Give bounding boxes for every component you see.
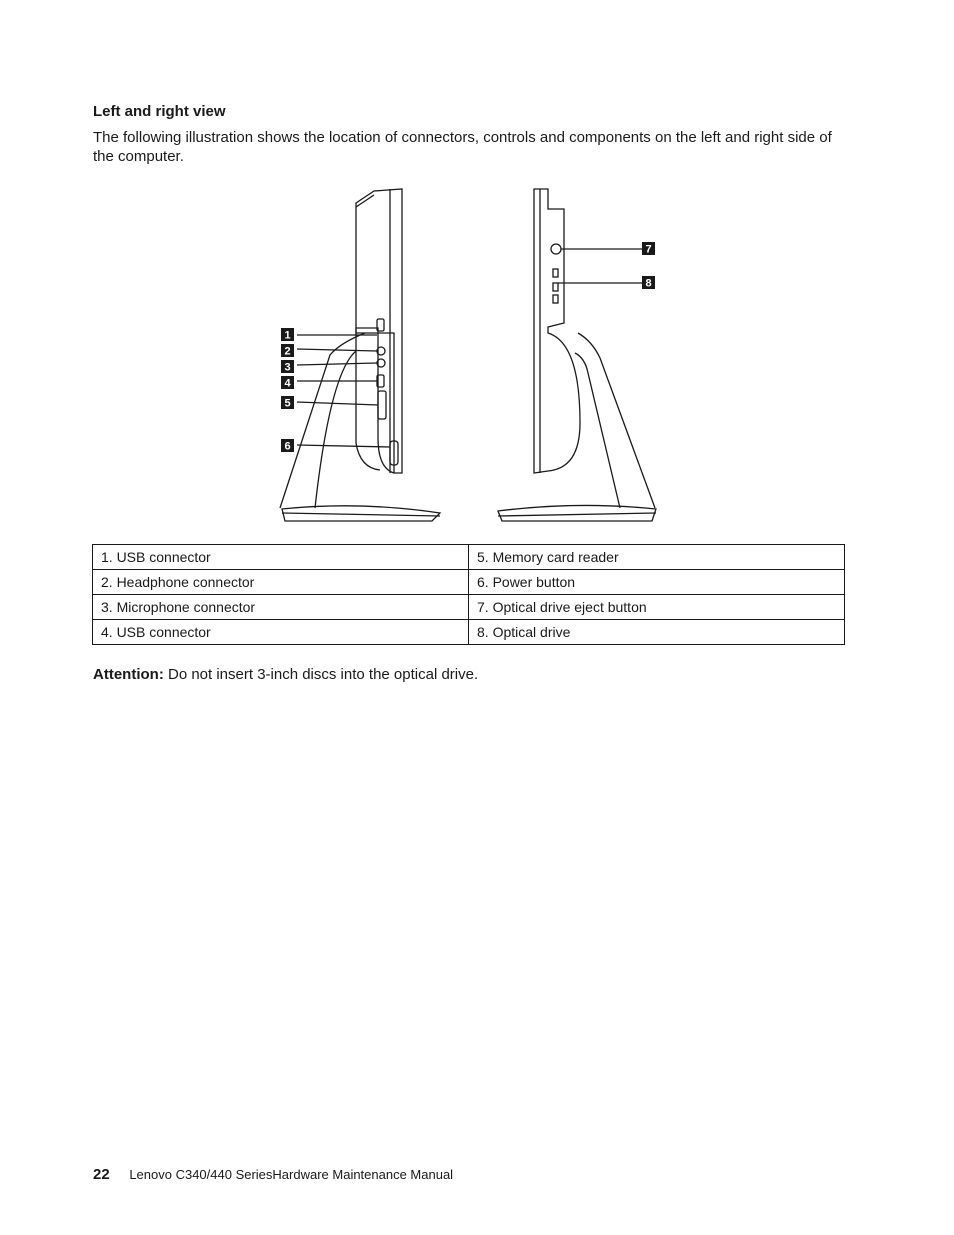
page-number: 22: [93, 1166, 110, 1183]
table-cell: 1. USB connector: [93, 545, 469, 570]
table-row: [93, 570, 845, 595]
callout-1-number: 1: [284, 329, 291, 342]
attention-text: Do not insert 3-inch discs into the optical drive.: [167, 666, 479, 683]
callout-8: [642, 276, 655, 290]
table-cell: 6. Power button: [469, 570, 845, 595]
table-cell: 3. Microphone connector: [93, 595, 469, 620]
callout-1: [281, 328, 294, 342]
table-cell: 4. USB connector: [93, 620, 469, 645]
memory-card-slot: [378, 391, 386, 419]
parts-table: [92, 544, 845, 645]
callout-4: [281, 376, 294, 390]
callout-5: [281, 396, 294, 410]
attention-note: [93, 666, 478, 683]
table-row: [93, 595, 845, 620]
section-heading: Left and right view: [93, 103, 226, 120]
callout-4-number: 4: [284, 377, 291, 390]
drive-logo: [553, 295, 558, 303]
table-cell: 7. Optical drive eject button: [469, 595, 845, 620]
table-row: [93, 620, 845, 645]
table-cell: 2. Headphone connector: [93, 570, 469, 595]
callout-2-number: 2: [284, 345, 291, 358]
drive-led: [553, 269, 558, 277]
table-cell: 8. Optical drive: [469, 620, 845, 645]
manual-title: Lenovo C340/440 SeriesHardware Maintenance Manual: [129, 1167, 454, 1182]
callout-5-number: 5: [284, 397, 291, 410]
callout-7: [642, 242, 655, 256]
table-row: [93, 545, 845, 570]
side-views-illustration: [270, 183, 670, 523]
callout-3-number: 3: [284, 361, 291, 374]
callout-2: [281, 344, 294, 358]
intro-paragraph: The following illustration shows the location of connectors, controls and components on the left and right side of the computer.: [93, 129, 832, 165]
callout-3: [281, 360, 294, 374]
attention-label: Attention:: [93, 666, 164, 683]
page-footer: [93, 1166, 453, 1183]
drive-slot-icon: [553, 283, 558, 291]
right-side-view: [498, 189, 656, 521]
callout-6: [281, 439, 294, 453]
callout-7-number: 7: [645, 243, 652, 256]
callout-8-number: 8: [645, 277, 652, 290]
table-cell: 5. Memory card reader: [469, 545, 845, 570]
left-side-view: [280, 189, 440, 521]
callout-6-number: 6: [284, 440, 291, 453]
eject-button-shape: [551, 244, 561, 254]
